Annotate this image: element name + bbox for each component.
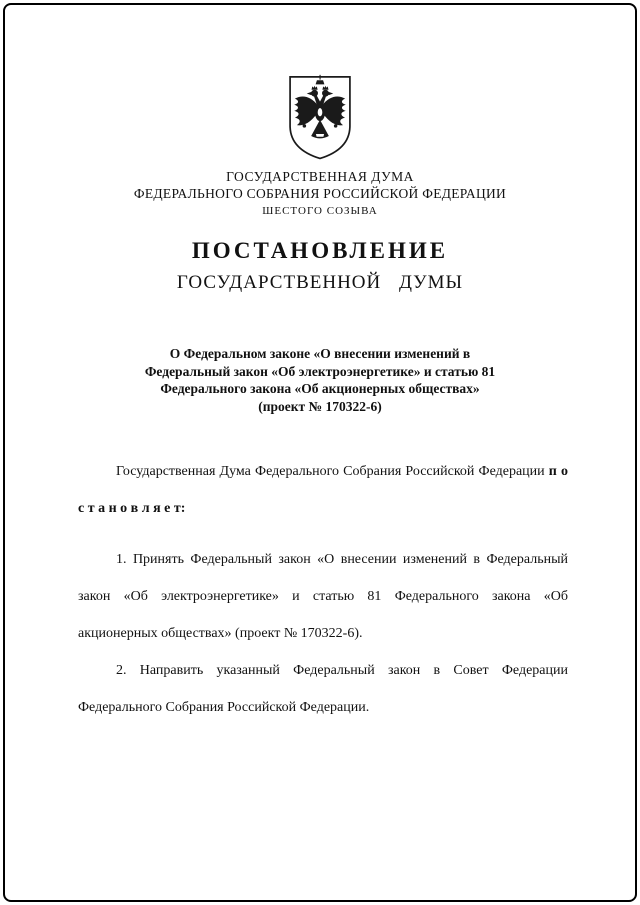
russia-coat-of-arms-icon [286, 72, 354, 162]
paragraph-item-1: 1. Принять Федеральный закон «О внесении изменений в Федеральный закон «Об электроэнергетике» и статью 81 Федерального закона «Об акционерных обществах» (проект № 170322-6). [78, 552, 568, 641]
document-title-block [0, 237, 640, 295]
resolves-keyword: п о с т а н о в л я е т: [78, 464, 568, 516]
subject-line: Федеральный закон «Об электроэнергетике» и статью 81 [144, 363, 496, 379]
preamble-text: Государственная Дума Федерального Собрания Российской Федерации [116, 464, 549, 479]
document-type-subtitle: ГОСУДАРСТВЕННОЙ ДУМЫ [176, 272, 464, 293]
authority-name: ГОСУДАРСТВЕННАЯ ДУМА [226, 169, 414, 184]
subject-line: О Федеральном законе «О внесении изменений в [169, 346, 471, 361]
authority-subtitle: ФЕДЕРАЛЬНОГО СОБРАНИЯ РОССИЙСКОЙ ФЕДЕРАЦИИ [133, 186, 507, 201]
paragraph-item-2: 2. Направить указанный Федеральный закон в Совет Федерации Федерального Собрания Российской Федерации. [78, 663, 568, 715]
resolution-subject [0, 345, 640, 415]
issuing-authority-block [0, 168, 640, 219]
subject-line: (проект № 170322-6) [258, 398, 382, 414]
convocation-line: ШЕСТОГО СОЗЫВА [262, 205, 378, 217]
resolution-body [78, 453, 568, 726]
paragraph-preamble [78, 453, 568, 527]
subject-line: Федерального закона «Об акционерных обществах» [160, 381, 480, 396]
document-type-title: ПОСТАНОВЛЕНИЕ [191, 238, 449, 263]
